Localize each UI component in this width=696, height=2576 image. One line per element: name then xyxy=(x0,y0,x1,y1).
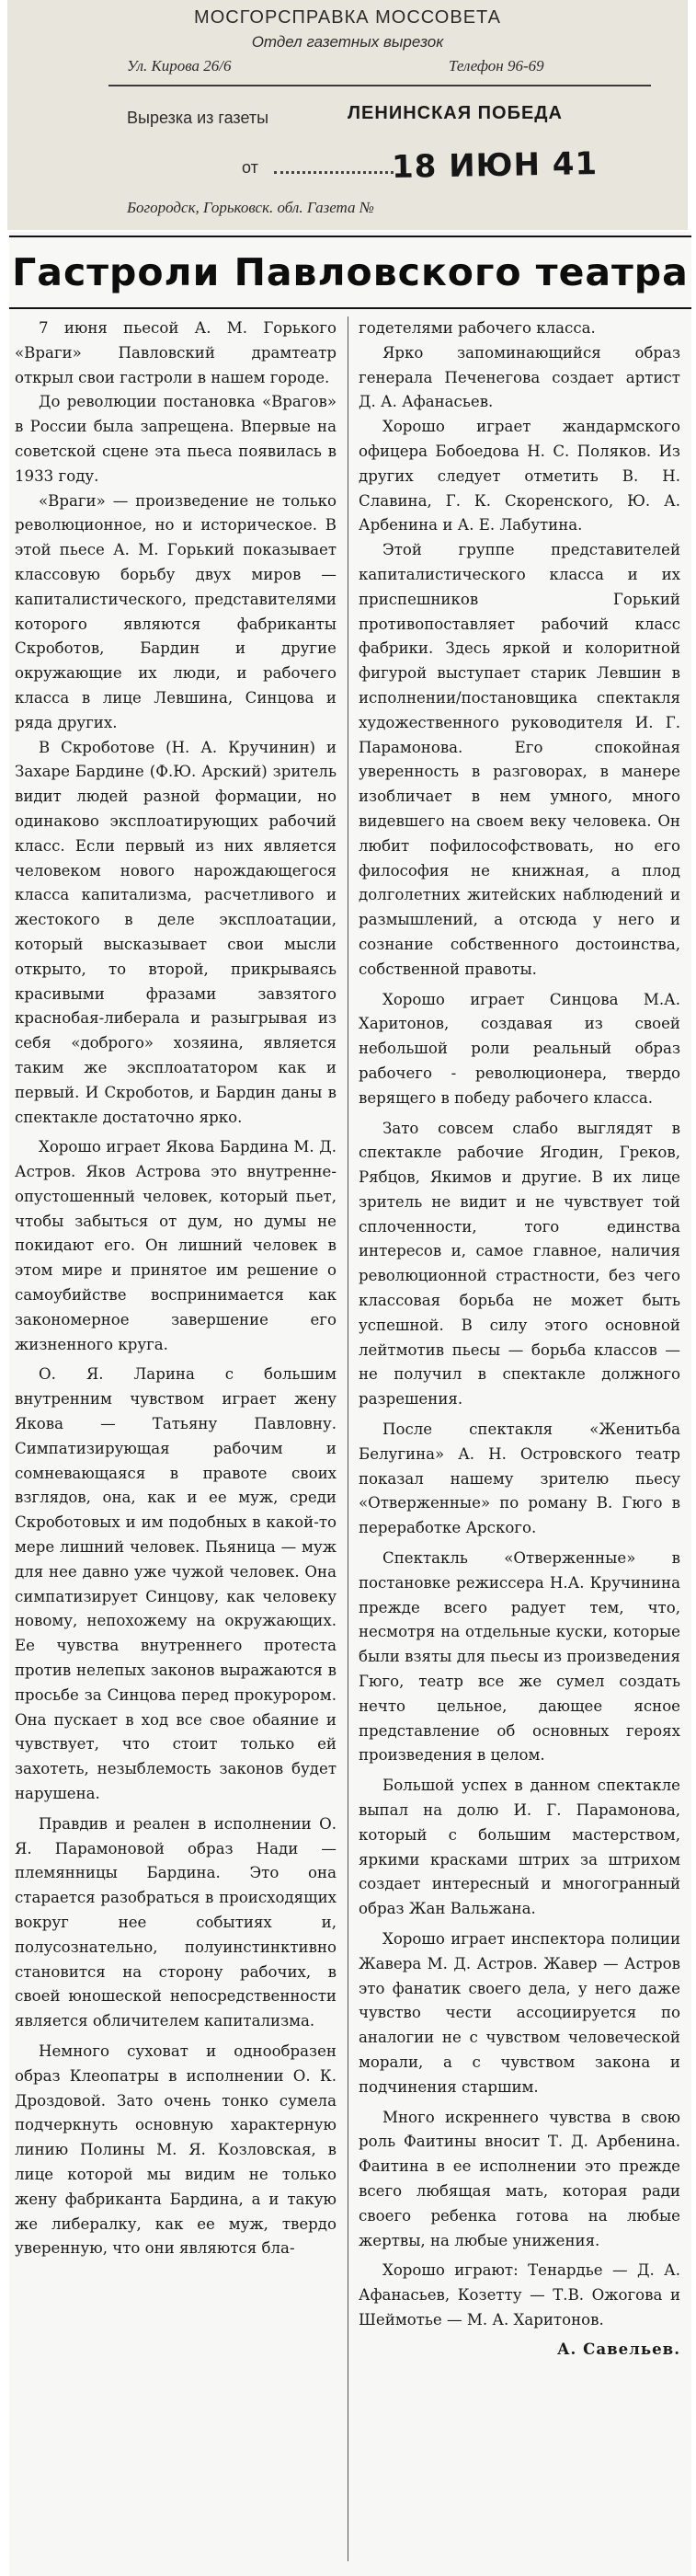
paragraph: Зато совсем слабо выглядят в спектакле рабочие Ягодин, Греков, Рябцов, Якимов и другие. В их лице зритель не видит и не чувствует той сплоченности, того единства интересов и, самое главное, наличия революционной страстности, без чего классовая борьба не может быть успешной. В силу этого основной лейтмотив пьесы — борьба классов — не получил в спектакле должного разрешения. xyxy=(359,1119,680,1409)
article-headline: Гастроли Павловского театра xyxy=(12,250,689,294)
paragraph: «Враги» — произведение не только революционное, но и историческое. В этой пьесе А. М. Горький показывает классовую борьбу двух миров — капиталистического, представителями которого являются фабриканты Скроботов, Бардин и другие окружающие их люди, и рабочего класса в лице Левшина, Синцова и ряда других. xyxy=(15,491,337,731)
paragraph: Хорошо играет Якова Бардина М. Д. Астров. Яков Астрова это внутренне-опустошенный человек, который пьет, чтобы забыться от дум, но думы не покидают его. Он лишний человек в этом мире и принятое им решение о самоубийстве воспринимается как закономерное завершение его жизненного круга. xyxy=(15,1138,337,1353)
paragraph: Этой группе представителей капиталистического класса и их приспешников Горький противопоставляет рабочий класс фабрики. Здесь яркой и колоритной фигурой выступает старик Левшин в исполнении/постановщика спектакля художественного руководителя И. Г. Парамонова. Его спокойная уверенность в разговорах, в манере изобличает в нем умного, много видевшего на своем веку человека. Он любит пофилософствовать, но его философия не книжная, а плод долголетних житейских наблюдений и размышлений, а отсюда у него и сознание собственного достоинства, собственной правоты. xyxy=(359,541,680,978)
paragraph: Хорошо играет жандармского офицера Бобоедова Н. С. Поляков. Из других следует отметить В. Н. Славина, Г. К. Скоренского, Ю. А. Арбенина и А. Е. Лабутина. xyxy=(359,418,680,535)
clipping-bureau-slip xyxy=(7,0,688,230)
bureau-phone: Телефон 96-69 xyxy=(449,57,544,75)
date-label: от xyxy=(242,158,258,177)
clip-source-label: Вырезка из газеты xyxy=(127,109,269,127)
paragraph: В Скроботове (Н. А. Кручинин) и Захаре Бардине (Ф.Ю. Арский) зритель видит людей разной формации, но одинаково эксплоатирующих рабочий класс. Если первый из них является человеком нового нарождающегося класса капитализма, расчетливого и жестокого в деле эксплоатации, который высказывает свои мысли открыто, то второй, прикрываясь красивыми фразами завзятого краснобая-либерала и разыгрывая из себя «доброго» хозяина, является таким же эксплоататором как и первый. И Скроботов, и Бардин даны в спектакле достаточно ярко. xyxy=(15,738,337,1126)
paragraph: Хорошо играет Синцова М.А. Харитонов, создавая из своей небольшой роли реальный образ рабочего - революционера, твердо верящего в победу рабочего класса. xyxy=(359,990,680,1107)
paragraph: Немного суховат и однообразен образ Клеопатры в исполнении О. К. Дроздовой. Зато очень тонко сумела подчеркнуть основную характерную линию Полины М. Я. Козловская, в лице которой мы видим не только жену фабриканта Бардина, а и такую же либералку, как ее муж, твердо уверенную, что они являются бла- xyxy=(15,2041,337,2258)
paragraph: Спектакль «Отверженные» в постановке режиссера Н.А. Кручинина прежде всего радует тем, что, несмотря на отдельные куски, которые были взяты для пьесы из произведения Гюго, театр все же сумел создать нечто цельное, дающее ясное представление об основных героях произведения в целом. xyxy=(359,1549,680,1765)
paragraph: Правдив и реален в исполнении О. Я. Парамоновой образ Нади — племянницы Бардина. Это она старается разобраться в происходящих вокруг нее событиях и, полусознательно, полуинстинктивно становится на сторону рабочих, в своей юношеской непосредственности является обличителем капитализма. xyxy=(15,1814,337,2030)
newspaper-name: ЛЕНИНСКАЯ ПОБЕДА xyxy=(348,103,563,123)
paragraph: 7 июня пьесой А. М. Горького «Враги» Павловский драмтеатр открыл свои гастроли в нашем городе. xyxy=(15,319,337,386)
paragraph: О. Я. Ларина с большим внутренним чувством играет жену Якова — Татьяну Павловну. Симпатизирующая рабочим и сомневающаяся в правоте своих взглядов, она, как и ее муж, среди Скроботовых и им подобных в какой-то мере лишний человек. Пьяница — муж для нее давно уже чужой человек. Она симпатизирует Синцову, как человеку новому, непохожему на окружающих. Ее чувства внутреннего протеста против нелепых законов выражаются в просьбе за Синцова перед прокурором. Она пускает в ход все свое обаяние и чувствует, что стоит только ей захотеть, незыблемость законов будет нарушена. xyxy=(15,1365,337,1803)
bureau-address: Ул. Кирова 26/6 xyxy=(127,57,232,75)
paragraph: годетелями рабочего класса. xyxy=(359,319,596,337)
paragraph: Большой успех в данном спектакле выпал на долю И. Г. Парамонова, который с большим мастерством, яркими красками штрих за штрихом создает интересный и многогранный образ Жан Вальжана. xyxy=(359,1777,680,1918)
bureau-name: МОСГОРСПРАВКА МОССОВЕТА xyxy=(194,7,501,28)
paragraph: Хорошо играет инспектора полиции Жавера М. Д. Астров. Жавер — Астров это фанатик своего дела, у него даже чувство чести ассоциируется по аналогии не с чувством человеческой морали, а с чувством закона и подчинения старшим. xyxy=(359,1930,680,2096)
date-dotted-line xyxy=(274,171,394,174)
paragraph: Ярко запоминающийся образ генерала Печенегова создает артист Д. А. Афанасьев. xyxy=(359,343,680,411)
bureau-department: Отдел газетных вырезок xyxy=(251,33,444,51)
slip-divider xyxy=(108,85,651,86)
paragraph: Хорошо играют: Тенардье — Д. А. Афанасьев, Козетту — Т.В. Ожогова и Шеймотье — М. А. Харитонов. xyxy=(359,2261,680,2329)
newspaper-region: Богородск, Горьковск. обл. Газета № xyxy=(127,199,374,216)
article-column-left xyxy=(15,316,337,2261)
newspaper-article xyxy=(9,232,691,2576)
headline-bottom-rule xyxy=(9,307,691,309)
paragraph: После спектакля «Женитьба Белугина» А. Н. Островского театр показал нашему зрителю пьесу «Отверженные» по роману В. Гюго в переработке Арского. xyxy=(359,1420,680,1537)
date-stamp: 18 ИЮН 41 xyxy=(391,145,599,186)
headline-top-rule xyxy=(9,236,691,237)
article-column-right xyxy=(359,316,680,2362)
paragraph: До революции постановка «Врагов» в России была запрещена. Впервые на советской сцене эта пьеса появилась в 1933 году. xyxy=(15,393,337,485)
paragraph: Много искреннего чувства в свою роль Фаитины вносит Т. Д. Арбенина. Фаитина в ее исполнении это прежде всего любящая мать, которая ради своего ребенка готова на любые жертвы, на любые унижения. xyxy=(359,2108,680,2249)
author-byline: А. Савельев. xyxy=(557,2339,680,2358)
